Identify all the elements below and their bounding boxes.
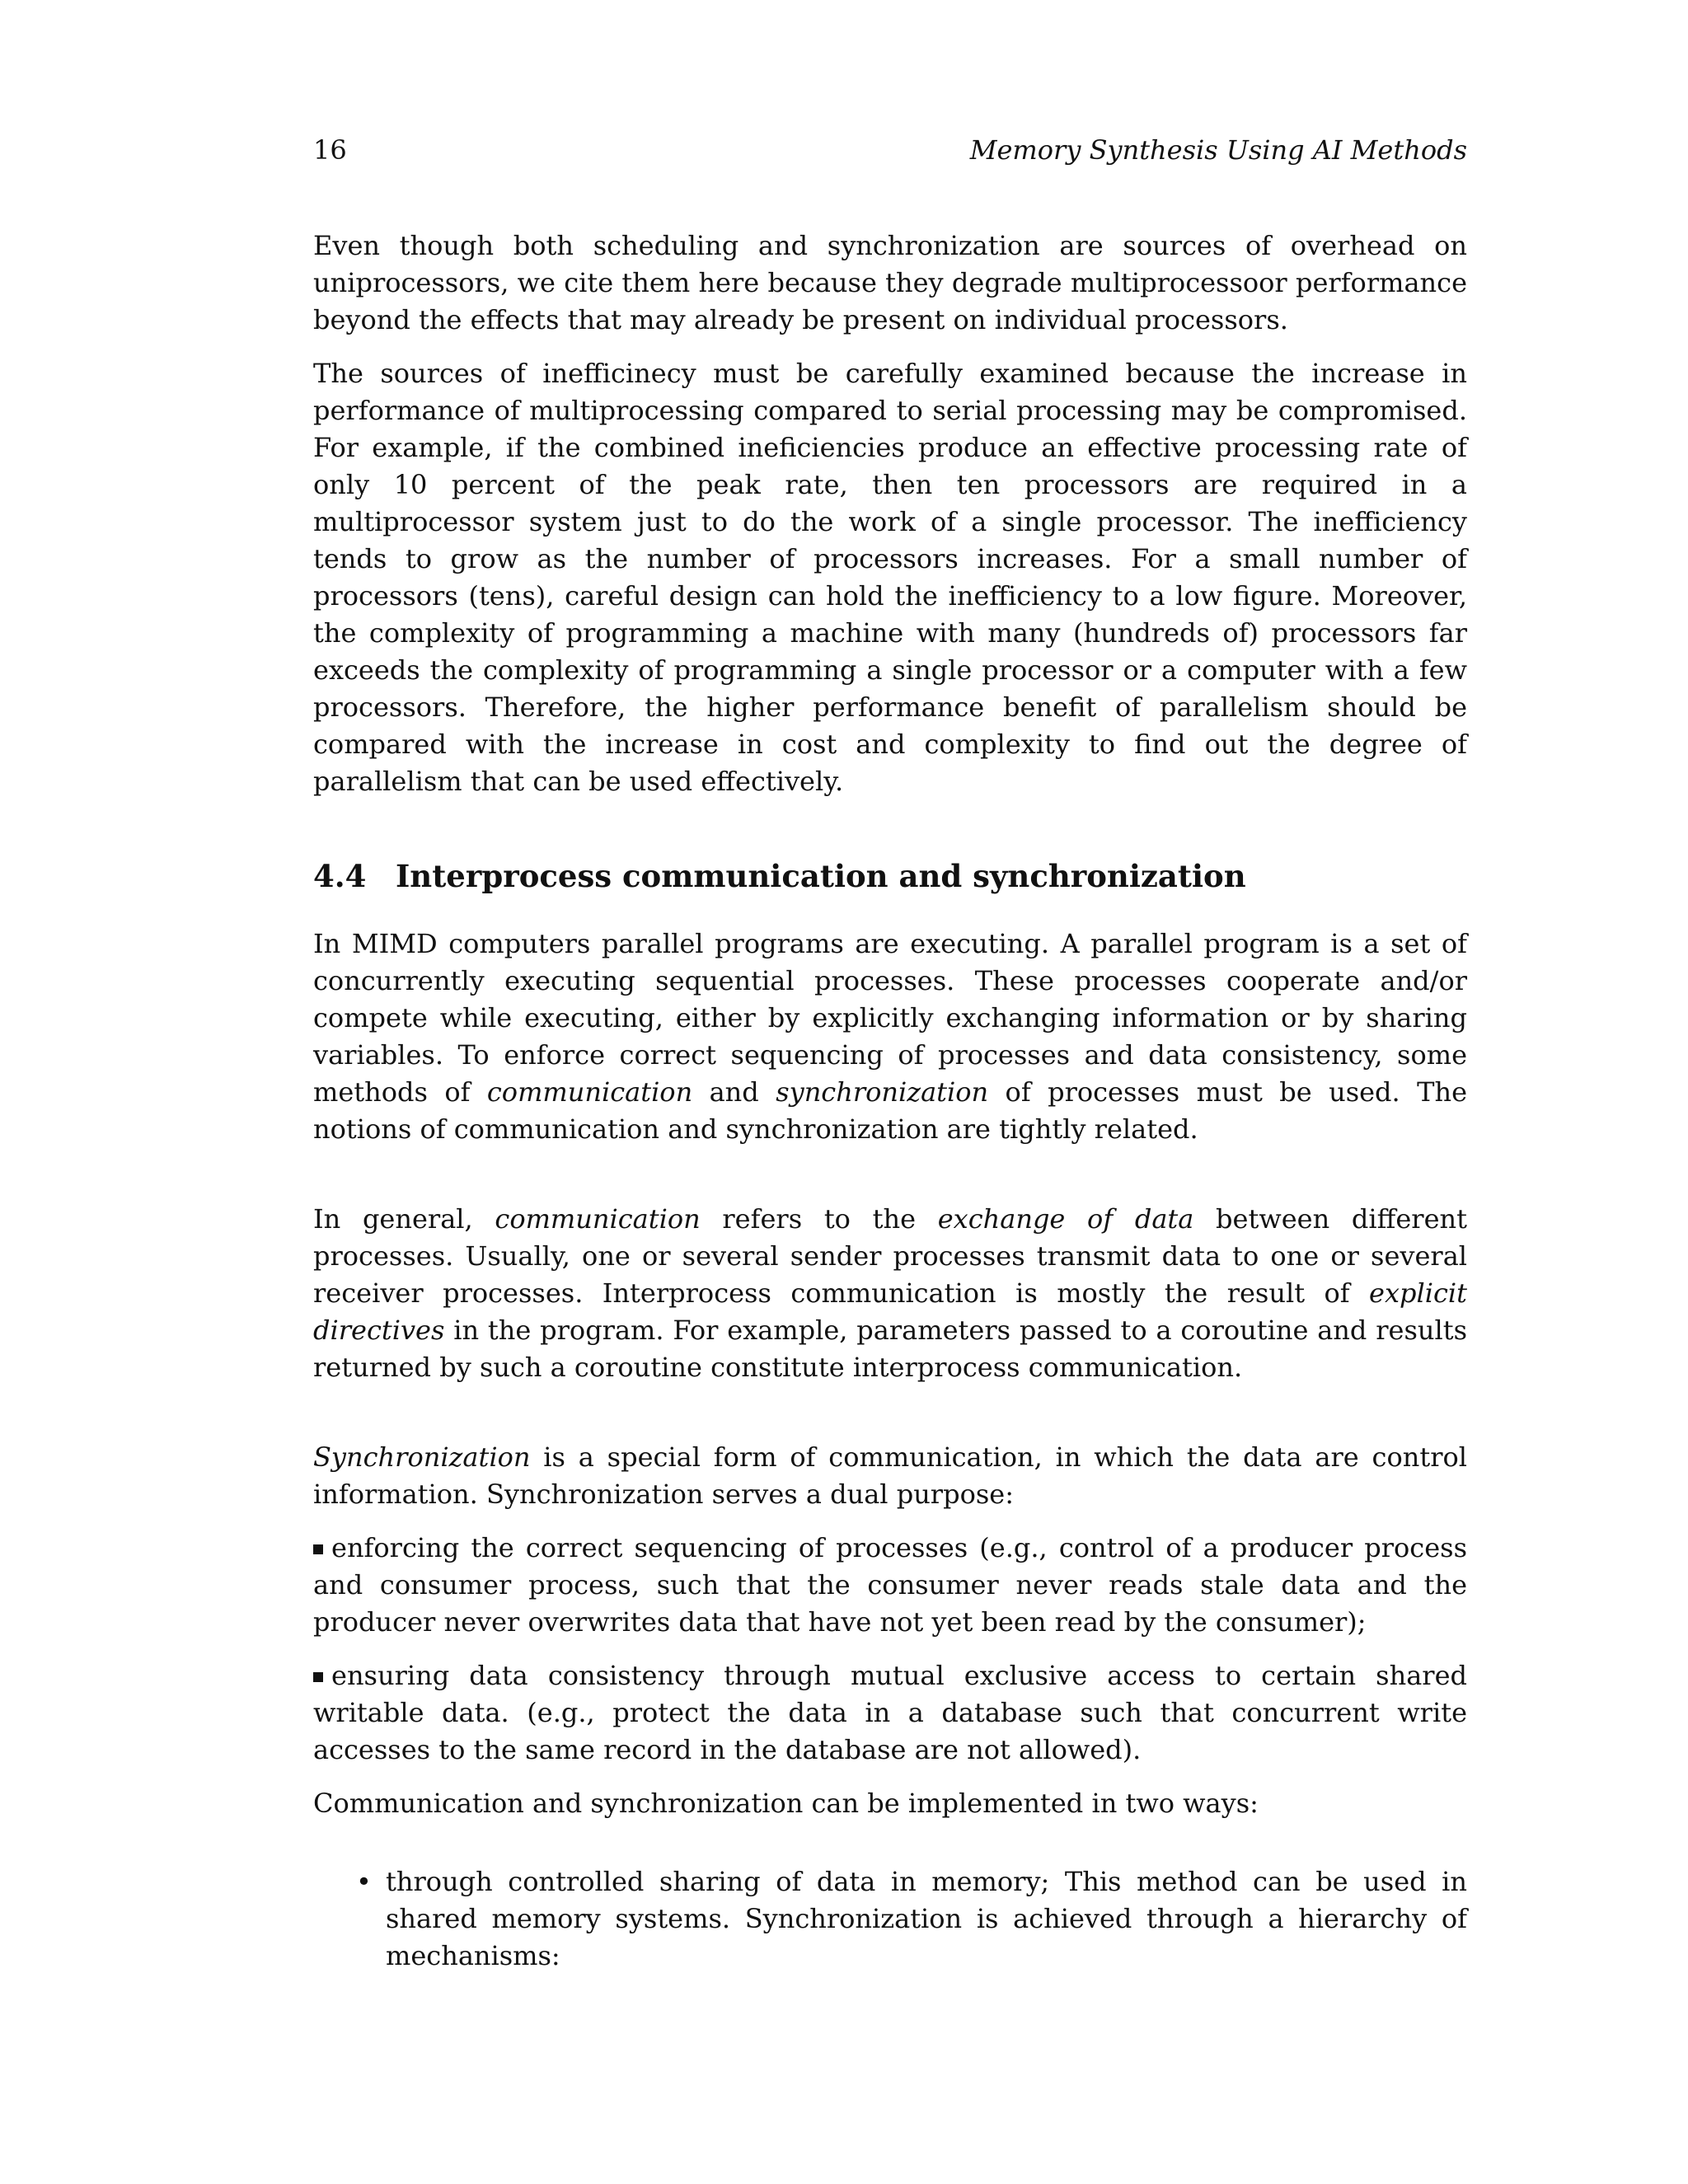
square-bullet-item — [313, 1657, 1467, 1769]
emphasis: Synchronization — [313, 1441, 531, 1473]
bullet-dot-icon: • — [356, 1866, 372, 1897]
text-run: between different processes. Usually, one or several sender processes transmit data to one or several receiver processes. Interprocess communication is mostly the result of — [313, 1203, 1467, 1309]
emphasis: synchronization — [776, 1076, 989, 1108]
emphasis: communication — [486, 1076, 693, 1108]
emphasis: exchange of data — [937, 1203, 1194, 1235]
bullet-text: enforcing the correct sequencing of processes (e.g., control of a producer process and consumer process, such that the consumer never reads stale data and the producer never overwrites data that have not yet been read by the consumer); — [313, 1532, 1467, 1638]
text-run: of processes must be used. The notions of communication and synchronization are tightly related. — [313, 1076, 1468, 1145]
text-run: In general, — [313, 1203, 495, 1235]
text-run: refers to the — [700, 1203, 938, 1235]
emphasis: explicit directives — [313, 1277, 1467, 1346]
paragraph: Communication and synchronization can be implemented in two ways: — [313, 1788, 1259, 1819]
body-text — [313, 227, 1467, 1975]
paragraph: The sources of inefficinecy must be carefully examined because the increase in performance of multiprocessing compared to serial processing may be compromised. For example, if the combined ineficiencies produce an effective processing rate of only 10 percent of the peak rate, then ten processors are required in a multiprocessor system just to do the work of a single processor. The inefficiency tends to grow as the number of processors increases. For a small number of processors (tens), careful design can hold the inefficiency to a low figure. Moreover, the complexity of programming a machine with many (hundreds of) processors far exceeds the complexity of programming a single processor or a computer with a few processors. Therefore, the higher performance benefit of parallelism should be compared with the increase in cost and complexity to find out the degree of parallelism that can be used effectively. — [313, 358, 1467, 797]
square-bullet-icon — [313, 1544, 323, 1554]
text-run: and — [692, 1076, 776, 1108]
paragraph: Even though both scheduling and synchronization are sources of overhead on uniprocessors, we cite them here because they degrade multiprocessoor performance beyond the effects that may already be present on individual processors. — [313, 230, 1467, 335]
text-run: In MIMD computers parallel programs are executing. A parallel program is a set of concurrently executing sequential processes. These processes cooperate and/or compete while executing, either by explicitly exchanging information or by sharing variables. To enforce correct sequencing of processes and data consistency, some methods of — [313, 928, 1467, 1108]
section-number: 4.4 — [313, 858, 367, 894]
paragraph — [313, 1201, 1467, 1386]
running-title: Memory Synthesis Using AI Methods — [969, 134, 1467, 166]
section-title: Interprocess communication and synchronization — [396, 858, 1246, 894]
text-run: is a special form of communication, in which the data are control information. Synchronization serves a dual purpose: — [313, 1441, 1467, 1510]
text-run: in the program. For example, parameters passed to a coroutine and results returned by such a coroutine constitute interprocess communication. — [313, 1315, 1467, 1383]
running-header — [313, 132, 1467, 168]
square-bullet-icon — [313, 1672, 323, 1682]
list-item-text: through controlled sharing of data in memory; This method can be used in shared memory systems. Synchronization is achieved through a hierarchy of mechanisms: — [386, 1866, 1467, 1971]
paragraph — [313, 1439, 1467, 1513]
emphasis: communication — [495, 1203, 701, 1235]
section-heading — [313, 856, 1467, 896]
paragraph — [313, 926, 1467, 1148]
bullet-text: ensuring data consistency through mutual exclusive access to certain shared writable data. (e.g., protect the data in a database such that concurrent write accesses to the same record in the database are not allowed). — [313, 1660, 1467, 1765]
page-number: 16 — [313, 134, 347, 166]
document-page — [313, 0, 1467, 2184]
square-bullet-item — [313, 1530, 1467, 1641]
bullet-list — [313, 1863, 1467, 1975]
list-item — [356, 1863, 1467, 1975]
